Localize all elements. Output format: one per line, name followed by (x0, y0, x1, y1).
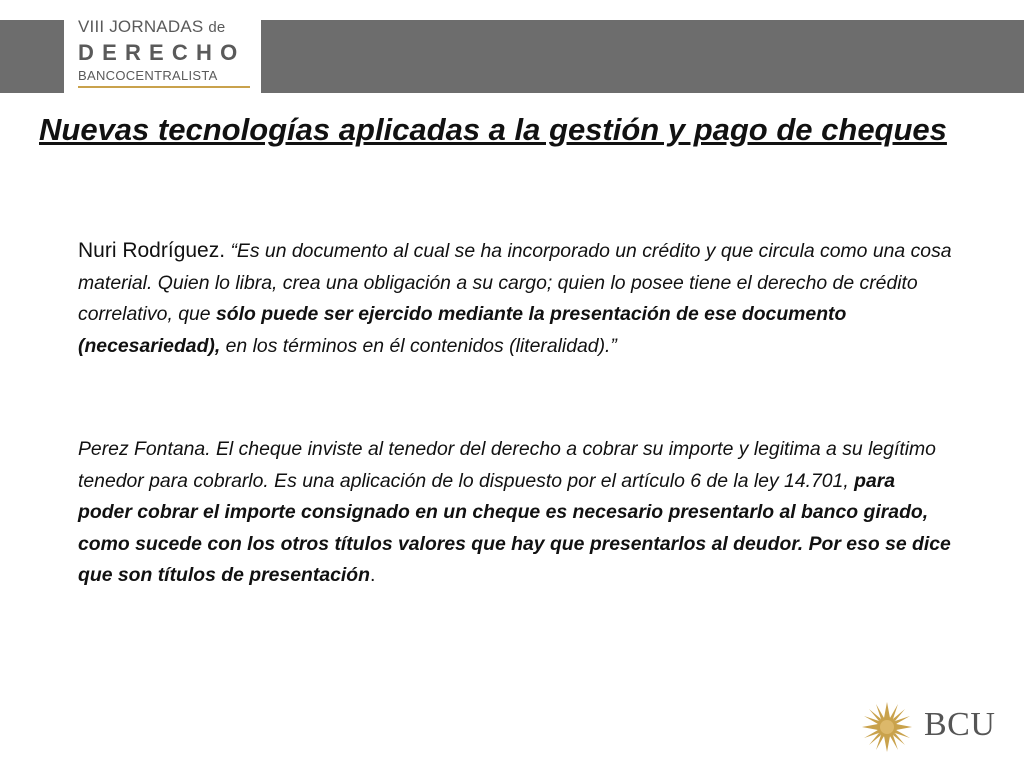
fontana-text: Perez Fontana. El cheque inviste al tenedor del derecho a cobrar su importe y legitima a su legítimo tenedor para cobrarlo. Es una aplicación de lo dispuesto por el artículo 6 de la ley 14.701, (78, 438, 936, 492)
logo-line-3: BANCOCENTRALISTA (78, 68, 218, 83)
slide-title: Nuevas tecnologías aplicadas a la gestión y pago de cheques (39, 112, 947, 147)
logo-line-1 (78, 17, 225, 37)
logo-rule (78, 86, 250, 88)
fontana-end: . (369, 564, 376, 586)
logo-line-1-de: de (208, 19, 226, 36)
fontana-bold: para poder cobrar el importe consignado en un cheque es necesario presentarlo al banco girado, como sucede con los otros títulos valores que hay que presentarlos al deudor. Por eso se dice que son títulos de presentación (78, 469, 951, 586)
paragraph-rodriguez (78, 235, 953, 362)
logo-line-2: DERECHO (78, 40, 246, 65)
quote-part-1: “Es un documento al cual se ha incorporado un crédito y que circula como una cosa material. Quien lo libra, crea una obligación a su cargo; quien lo posee tiene el derecho de crédito correlativo, que (78, 240, 952, 325)
bcu-text: BCU (924, 706, 996, 743)
quote-part-2: en los términos en él contenidos (literalidad).” (220, 334, 617, 357)
author-rodriguez: Nuri Rodríguez. (78, 239, 226, 262)
logo-line-1-main: VIII JORNADAS (78, 17, 204, 36)
paragraph-fontana (78, 434, 953, 592)
bcu-logo (860, 700, 1010, 754)
quote-bold: sólo puede ser ejercido mediante la presentación de ese documento (necesariedad), (78, 303, 847, 357)
jornadas-logo (64, 0, 261, 94)
sun-emblem-icon (860, 700, 914, 754)
